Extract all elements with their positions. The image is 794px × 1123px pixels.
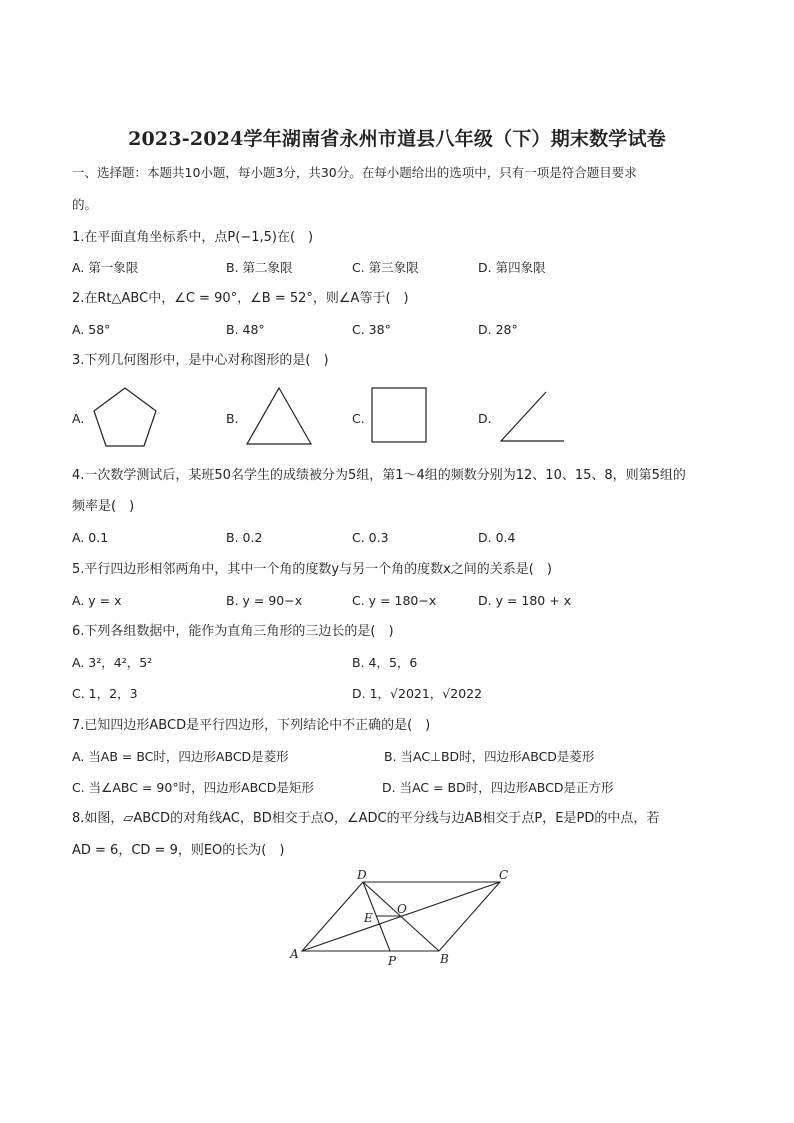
figure-label-o: O (397, 902, 407, 916)
q3-option-b: B. (226, 411, 239, 426)
question-6-stem: 6.下列各组数据中，能作为直角三角形的三边长的是( ) (72, 624, 394, 639)
q3-option-d: D. (478, 411, 492, 426)
figure-label-c: C (499, 868, 509, 882)
triangle-icon (244, 385, 314, 447)
q5-option-b: B. y = 90−x (226, 593, 303, 608)
q6-option-b: B. 4，5，6 (352, 655, 418, 670)
square-icon (370, 386, 430, 446)
question-8-stem-line1: 8.如图，▱ABCD的对角线AC，BD相交于点O，∠ADC的平分线与边AB相交于点P，E是PD的中点，若 (72, 811, 660, 826)
q7-option-a: A. 当AB = BC时，四边形ABCD是菱形 (72, 749, 289, 764)
q2-option-c: C. 38° (352, 322, 391, 337)
q1-option-b: B. 第二象限 (226, 260, 293, 275)
q1-option-a: A. 第一象限 (72, 260, 139, 275)
question-2-stem: 2.在Rt△ABC中，∠C = 90°，∠B = 52°，则∠A等于( ) (72, 291, 409, 306)
q3-option-c: C. (352, 411, 365, 426)
figure-label-b: B (440, 952, 449, 966)
figure-label-d: D (357, 868, 367, 882)
page-title: 2023-2024学年湖南省永州市道县八年级（下）期末数学试卷 (128, 128, 666, 150)
question-4-stem-line2: 频率是( ) (72, 499, 135, 514)
figure-label-a: A (290, 947, 299, 961)
question-8-stem-line2: AD = 6，CD = 9，则EO的长为( ) (72, 843, 285, 858)
q4-option-a: A. 0.1 (72, 530, 109, 545)
question-3-stem: 3.下列几何图形中，是中心对称图形的是( ) (72, 353, 329, 368)
q4-option-c: C. 0.3 (352, 530, 389, 545)
figure-label-e: E (364, 911, 373, 925)
angle-icon (498, 390, 568, 446)
question-1-stem: 1.在平面直角坐标系中，点P(−1,5)在( ) (72, 230, 314, 245)
pentagon-icon (90, 384, 160, 450)
q2-option-b: B. 48° (226, 322, 265, 337)
q7-option-c: C. 当∠ABC = 90°时，四边形ABCD是矩形 (72, 780, 314, 795)
q7-option-d: D. 当AC = BD时，四边形ABCD是正方形 (382, 780, 614, 795)
question-7-stem: 7.已知四边形ABCD是平行四边形，下列结论中不正确的是( ) (72, 718, 431, 733)
q5-option-a: A. y = x (72, 593, 122, 608)
parallelogram-figure (280, 864, 520, 972)
question-4-stem-line1: 4.一次数学测试后，某班50名学生的成绩被分为5组，第1～4组的频数分别为12、10、15、8，则第5组的 (72, 468, 686, 483)
q5-option-d: D. y = 180 + x (478, 593, 572, 608)
q4-option-d: D. 0.4 (478, 530, 516, 545)
q4-option-b: B. 0.2 (226, 530, 263, 545)
q2-option-d: D. 28° (478, 322, 518, 337)
q5-option-c: C. y = 180−x (352, 593, 437, 608)
q7-option-b: B. 当AC⊥BD时，四边形ABCD是菱形 (384, 749, 595, 764)
q1-option-c: C. 第三象限 (352, 260, 419, 275)
q2-option-a: A. 58° (72, 322, 111, 337)
question-5-stem: 5.平行四边形相邻两角中，其中一个角的度数y与另一个角的度数x之间的关系是( ) (72, 562, 552, 577)
section-intro-line1: 一、选择题：本题共10小题，每小题3分，共30分。在每小题给出的选项中，只有一项是符合题目要求 (72, 165, 637, 180)
q6-option-d: D. 1，√2021，√2022 (352, 686, 483, 701)
q6-option-a: A. 3²，4²，5² (72, 655, 153, 670)
section-intro-line2: 的。 (72, 197, 98, 212)
figure-label-p: P (388, 954, 397, 968)
q1-option-d: D. 第四象限 (478, 260, 546, 275)
q3-option-a: A. (72, 411, 85, 426)
q6-option-c: C. 1，2，3 (72, 686, 138, 701)
